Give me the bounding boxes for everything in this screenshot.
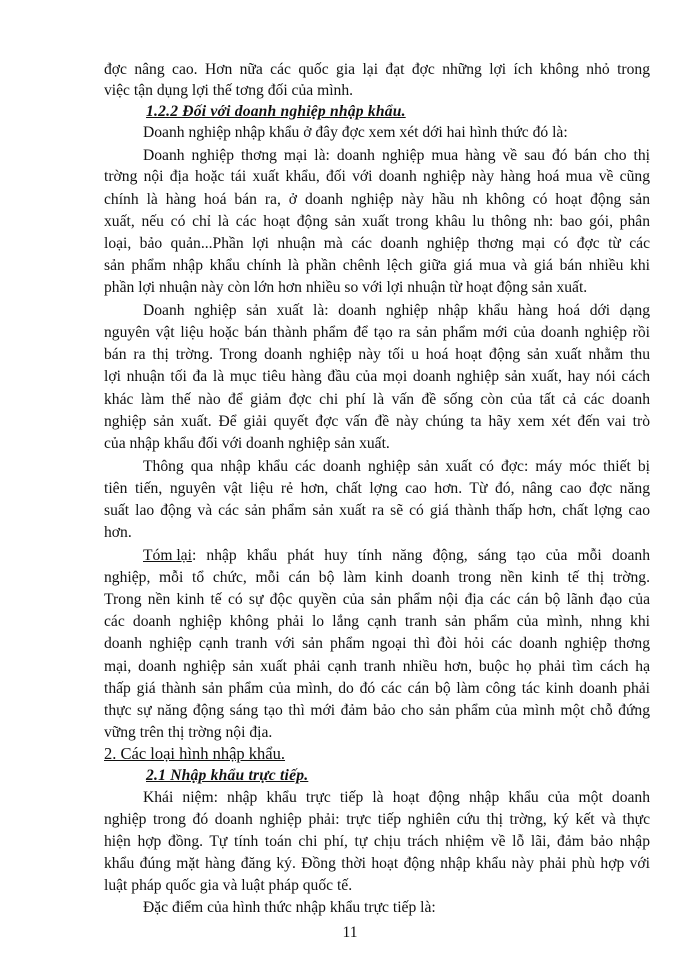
summary-line [143, 545, 650, 566]
section-heading: 2. Các loại hình nhập khẩu. [104, 744, 286, 763]
text-line: tiên tiến, nguyên vật liệu rẻ hơn, chất lợng cao hơn. Từ đó, nâng cao đợc năng [104, 480, 650, 497]
text-line: việc tận dụng lợi thế tơng đối của mình. [104, 82, 354, 99]
text-line: phần lợi nhuận này còn lớn hơn nhiều so với lợi nhuận từ hoạt động sản xuất. [104, 279, 588, 296]
text-line: mại, doanh nghiệp sản xuất phải cạnh tranh nhiều hơn, buộc họ phải tìm cách hạ [104, 658, 650, 675]
text-line: hiện hợp đồng. Tự tính toán chi phí, tự chịu trách nhiệm về lỗ lãi, đảm bảo nhập [104, 833, 650, 850]
text-line: nguyên vật liệu hoặc bán thành phẩm để tạo ra sản phẩm mới của doanh nghiệp rồi [104, 324, 650, 341]
text-line: Doanh nghiệp sản xuất là: doanh nghiệp nhập khẩu hàng hoá dới dạng [143, 302, 650, 319]
text-line: đợc nâng cao. Hơn nữa các quốc gia lại đạt đợc những lợi ích không nhỏ trong [104, 61, 650, 78]
text-line: hơn. [104, 524, 132, 541]
text-line: nghiệp sản xuất. Để giải quyết đợc vấn đề này chúng ta hãy xem xét đến vai trò [104, 413, 650, 430]
text-line: nghiệp trong đó doanh nghiệp phải: trực tiếp nghiên cứu thị trờng, ký kết và thực [104, 811, 650, 828]
text-line: bán ra thị trờng. Trong doanh nghiệp này tối u hoá hoạt động sản xuất nhằm thu [104, 346, 650, 363]
text-line: nghiệp, mỗi tổ chức, mỗi cán bộ làm kinh doanh trong nền kinh tế thị trờng. [104, 569, 650, 586]
text-line: Doanh nghiệp nhập khẩu ở đây đợc xem xét dới hai hình thức đó là: [143, 124, 568, 141]
text-line: trờng nội địa hoặc tái xuất khẩu, đối với doanh nghiệp này hàng hoá mua về cũng [104, 168, 650, 185]
text-line: loại, bảo quản...Phần lợi nhuận mà các doanh nghiệp thơng mại có đợc từ các [104, 235, 650, 252]
text-line: lợi nhuận tối đa là mục tiêu hàng đầu của mọi doanh nghiệp sản xuất, hay nói cách [104, 368, 650, 385]
text-line: luật pháp quốc gia và luật pháp quốc tế. [104, 877, 353, 894]
subsection-heading: 2.1 Nhập khẩu trực tiếp. [146, 767, 309, 784]
text-line: Đặc điểm của hình thức nhập khẩu trực tiếp là: [143, 899, 436, 916]
text-line: xuất, nếu có chỉ là các hoạt động sản xuất trong khâu lu thông nh: bao gói, phân [104, 213, 650, 230]
text-line: khác làm thế nào để giảm đợc chi phí là vấn đề sống còn của tất cả các doanh [104, 391, 650, 408]
subsection-heading: 1.2.2 Đối với doanh nghiệp nhập khẩu. [146, 103, 406, 120]
text-line: các doanh nghiệp không phải lo lắng cạnh tranh sản phẩm của mình, nhng khi [104, 613, 650, 630]
text-line: khẩu đúng mặt hàng đăng ký. Đồng thời hoạt động nhập khẩu này phải phù hợp với [104, 855, 650, 872]
text-line: vững trên thị trờng nội địa. [104, 724, 273, 741]
page-number: 11 [342, 924, 358, 941]
text-line: doanh nghiệp cạnh tranh với sản phẩm ngoại thì đòi hỏi các doanh nghiệp thơng [104, 635, 650, 652]
summary-text: : nhập khẩu phát huy tính năng động, sáng tạo của mỗi doanh [191, 547, 650, 564]
text-line: Trong nền kinh tế có sự độc quyền của sản phẩm nội địa các cán bộ lãnh đạo của [104, 591, 650, 608]
text-line: suất lao động và các sản phẩm sản xuất ra sẽ có giá thành thấp hơn, chất lợng cao [104, 502, 650, 519]
text-line: Doanh nghiệp thơng mại là: doanh nghiệp mua hàng về sau đó bán cho thị [143, 147, 650, 164]
text-line: Khái niệm: nhập khẩu trực tiếp là hoạt động nhập khẩu của một doanh [143, 789, 650, 806]
summary-label: Tóm lại [143, 547, 192, 564]
text-line: thấp giá thành sản phẩm của mình, do đó các cán bộ làm công tác kinh doanh phải [104, 680, 650, 697]
text-line: thực sự năng động sáng tạo thì mới đảm bảo cho sản phẩm của mình một chỗ đứng [104, 702, 650, 719]
text-line: của nhập khẩu đối với doanh nghiệp sản xuất. [104, 435, 390, 452]
text-line: chính là hàng hoá bán ra, ở doanh nghiệp này hầu nh không có hoạt động sản [104, 191, 650, 208]
text-line: Thông qua nhập khẩu các doanh nghiệp sản xuất có đợc: máy móc thiết bị [143, 458, 650, 475]
text-line: sản phẩm nhập khẩu chính là phần chênh lệch giữa giá mua và giá bán nhiều khi [104, 257, 650, 274]
